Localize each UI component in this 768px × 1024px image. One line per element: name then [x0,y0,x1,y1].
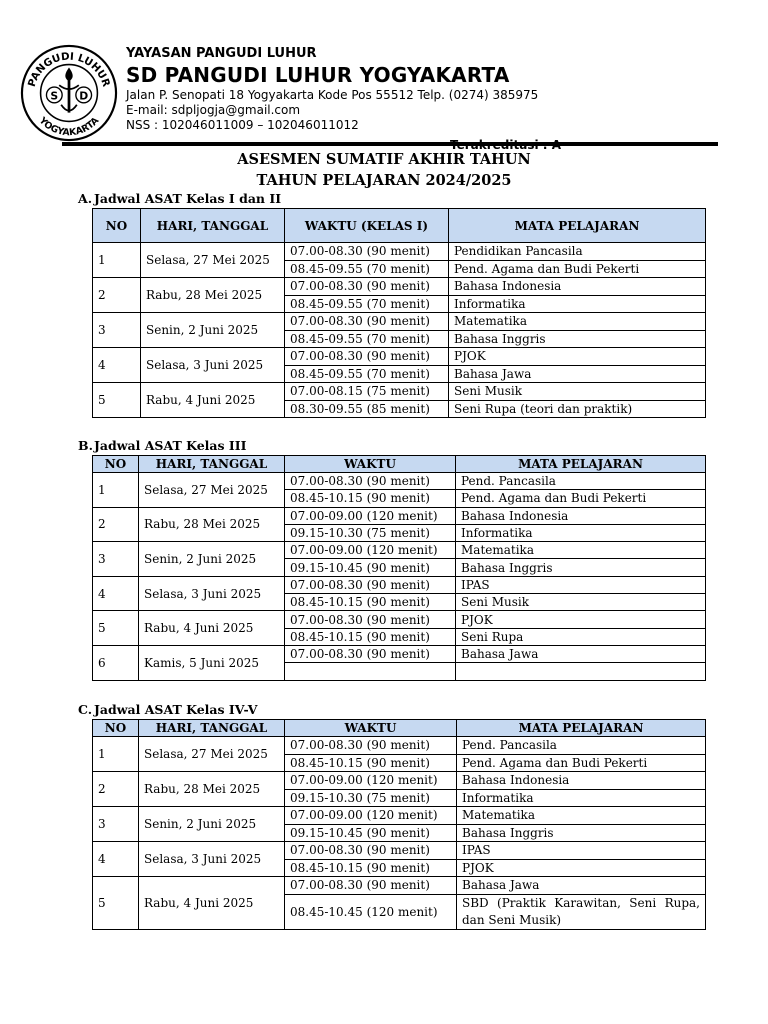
time-slot: 09.15-10.30 (75 menit) [285,524,456,541]
schedule-table-b [92,455,706,681]
subject [456,663,706,680]
subject: Informatika [449,295,706,313]
subject: Bahasa Indonesia [449,278,706,296]
table-header-row [93,720,706,737]
time-slot: 07.00-08.30 (90 menit) [285,313,449,331]
section-title: Jadwal ASAT Kelas IV-V [94,702,258,717]
table-row [93,348,706,366]
time-slot: 09.15-10.30 (75 menit) [285,789,457,807]
day-number: 3 [93,542,139,577]
time-slot: 07.00-08.30 (90 menit) [285,243,449,261]
day-date: Selasa, 3 Juni 2025 [141,348,285,383]
column-header: WAKTU [285,720,457,737]
subject: Pendidikan Pancasila [449,243,706,261]
time-slot: 07.00-08.30 (90 menit) [285,576,456,593]
time-slot: 07.00-08.30 (90 menit) [285,348,449,366]
time-slot: 07.00-09.00 (120 menit) [285,507,456,524]
column-header: NO [93,720,139,737]
day-date: Rabu, 28 Mei 2025 [139,507,285,542]
table-row [93,645,706,662]
column-header: HARI, TANGGAL [141,209,285,243]
day-date: Selasa, 3 Juni 2025 [139,576,285,611]
time-slot: 07.00-09.00 (120 menit) [285,807,457,825]
table-row [93,611,706,628]
subject: SBD (Praktik Karawitan, Seni Rupa, dan Seni Musik) [457,894,706,929]
subject: Seni Musik [449,383,706,401]
logo-text-top: PANGUDI LUHUR [25,50,113,89]
time-slot: 07.00-08.15 (75 menit) [285,383,449,401]
table-row [93,313,706,331]
time-slot [285,663,456,680]
day-date: Senin, 2 Juni 2025 [139,542,285,577]
time-slot: 07.00-08.30 (90 menit) [285,645,456,662]
subject: Seni Musik [456,594,706,611]
time-slot: 08.45-09.55 (70 menit) [285,330,449,348]
day-number: 2 [93,772,139,807]
day-date: Rabu, 28 Mei 2025 [139,772,285,807]
time-slot: 07.00-08.30 (90 menit) [285,278,449,296]
subject: Matematika [449,313,706,331]
day-number: 5 [93,383,141,418]
day-number: 6 [93,645,139,680]
document-title: ASESMEN SUMATIF AKHIR TAHUN [237,151,531,168]
subject: PJOK [456,611,706,628]
subject: Bahasa Jawa [449,365,706,383]
section-letter: C. [78,702,93,717]
day-number: 2 [93,507,139,542]
time-slot: 07.00-08.30 (90 menit) [285,473,456,490]
day-date: Kamis, 5 Juni 2025 [139,645,285,680]
section-letter: B. [78,438,93,453]
letterhead [126,46,586,133]
table-row [93,507,706,524]
subject: IPAS [456,576,706,593]
section-letter: A. [78,191,93,206]
subject: Bahasa Indonesia [456,507,706,524]
column-header: NO [93,209,141,243]
time-slot: 08.45-10.15 (90 menit) [285,628,456,645]
day-number: 3 [93,807,139,842]
subject: Bahasa Jawa [457,877,706,895]
column-header: MATA PELAJARAN [457,720,706,737]
subject: Matematika [456,542,706,559]
time-slot: 08.45-09.55 (70 menit) [285,260,449,278]
subject: Bahasa Inggris [449,330,706,348]
day-date: Selasa, 27 Mei 2025 [139,473,285,508]
subject: Seni Rupa (teori dan praktik) [449,400,706,418]
schedule-table-a [92,208,706,418]
day-date: Selasa, 27 Mei 2025 [141,243,285,278]
subject: Bahasa Indonesia [457,772,706,790]
table-row [93,737,706,755]
time-slot: 07.00-08.30 (90 menit) [285,611,456,628]
day-number: 1 [93,473,139,508]
day-date: Senin, 2 Juni 2025 [139,807,285,842]
column-header: NO [93,456,139,473]
subject: Bahasa Inggris [456,559,706,576]
subject: Pend. Agama dan Budi Pekerti [456,490,706,507]
section-a-label [78,191,281,207]
day-number: 5 [93,877,139,930]
column-header: MATA PELAJARAN [456,456,706,473]
subject: Pend. Pancasila [456,473,706,490]
logo-text-bottom: YOGYAKARTA [36,115,102,139]
time-slot: 07.00-08.30 (90 menit) [285,737,457,755]
day-number: 3 [93,313,141,348]
day-number: 4 [93,576,139,611]
day-date: Rabu, 4 Juni 2025 [139,611,285,646]
column-header: WAKTU (KELAS I) [285,209,449,243]
subject: Pend. Agama dan Budi Pekerti [457,754,706,772]
day-date: Selasa, 3 Juni 2025 [139,842,285,877]
table-row [93,807,706,825]
subject: Seni Rupa [456,628,706,645]
day-number: 2 [93,278,141,313]
time-slot: 07.00-08.30 (90 menit) [285,877,457,895]
time-slot: 08.45-10.15 (90 menit) [285,859,457,877]
time-slot: 08.45-09.55 (70 menit) [285,295,449,313]
table-row [93,383,706,401]
column-header: HARI, TANGGAL [139,456,285,473]
day-date: Selasa, 27 Mei 2025 [139,737,285,772]
table-row [93,877,706,895]
day-date: Rabu, 4 Juni 2025 [139,877,285,930]
subject: Informatika [457,789,706,807]
time-slot: 07.00-08.30 (90 menit) [285,842,457,860]
school-name: SD PANGUDI LUHUR YOGYAKARTA [126,63,510,87]
subject: PJOK [457,859,706,877]
section-title: Jadwal ASAT Kelas I dan II [94,191,282,206]
subject: Pend. Pancasila [457,737,706,755]
school-email: E-mail: sdpljogja@gmail.com [126,103,301,117]
time-slot: 07.00-09.00 (120 menit) [285,542,456,559]
column-header: MATA PELAJARAN [449,209,706,243]
table-row [93,473,706,490]
school-logo [20,44,118,142]
nss-number: NSS : 102046011009 – 102046011012 [126,118,359,132]
day-date: Rabu, 28 Mei 2025 [141,278,285,313]
table-row [93,576,706,593]
table-row [93,842,706,860]
day-number: 1 [93,737,139,772]
school-address: Jalan P. Senopati 18 Yogyakarta Kode Pos 55512 Telp. (0274) 385975 [126,88,539,102]
logo-letter-s: S [50,89,59,103]
time-slot: 08.45-10.45 (120 menit) [285,894,457,929]
time-slot: 08.45-10.15 (90 menit) [285,754,457,772]
column-header: WAKTU [285,456,456,473]
time-slot: 08.45-10.15 (90 menit) [285,594,456,611]
day-number: 4 [93,842,139,877]
table-header-row [93,456,706,473]
section-b-label [78,438,246,454]
day-date: Senin, 2 Juni 2025 [141,313,285,348]
day-date: Rabu, 4 Juni 2025 [141,383,285,418]
subject: PJOK [449,348,706,366]
time-slot: 08.30-09.55 (85 menit) [285,400,449,418]
subject: Bahasa Inggris [457,824,706,842]
subject: Matematika [457,807,706,825]
subject: IPAS [457,842,706,860]
day-number: 5 [93,611,139,646]
day-number: 1 [93,243,141,278]
time-slot: 09.15-10.45 (90 menit) [285,559,456,576]
time-slot: 08.45-09.55 (70 menit) [285,365,449,383]
section-title: Jadwal ASAT Kelas III [94,438,247,453]
time-slot: 08.45-10.15 (90 menit) [285,490,456,507]
day-number: 4 [93,348,141,383]
document-subtitle: TAHUN PELAJARAN 2024/2025 [256,172,512,189]
column-header: HARI, TANGGAL [139,720,285,737]
table-header-row [93,209,706,243]
section-c-label [78,702,258,718]
logo-letter-d: D [79,89,89,103]
time-slot: 09.15-10.45 (90 menit) [285,824,457,842]
subject: Bahasa Jawa [456,645,706,662]
subject: Informatika [456,524,706,541]
letterhead-divider [62,142,718,146]
nss-line [126,118,586,133]
table-row [93,542,706,559]
table-row [93,278,706,296]
time-slot: 07.00-09.00 (120 menit) [285,772,457,790]
foundation-name: YAYASAN PANGUDI LUHUR [126,46,317,61]
table-row [93,243,706,261]
subject: Pend. Agama dan Budi Pekerti [449,260,706,278]
table-row [93,772,706,790]
schedule-table-c [92,719,706,930]
